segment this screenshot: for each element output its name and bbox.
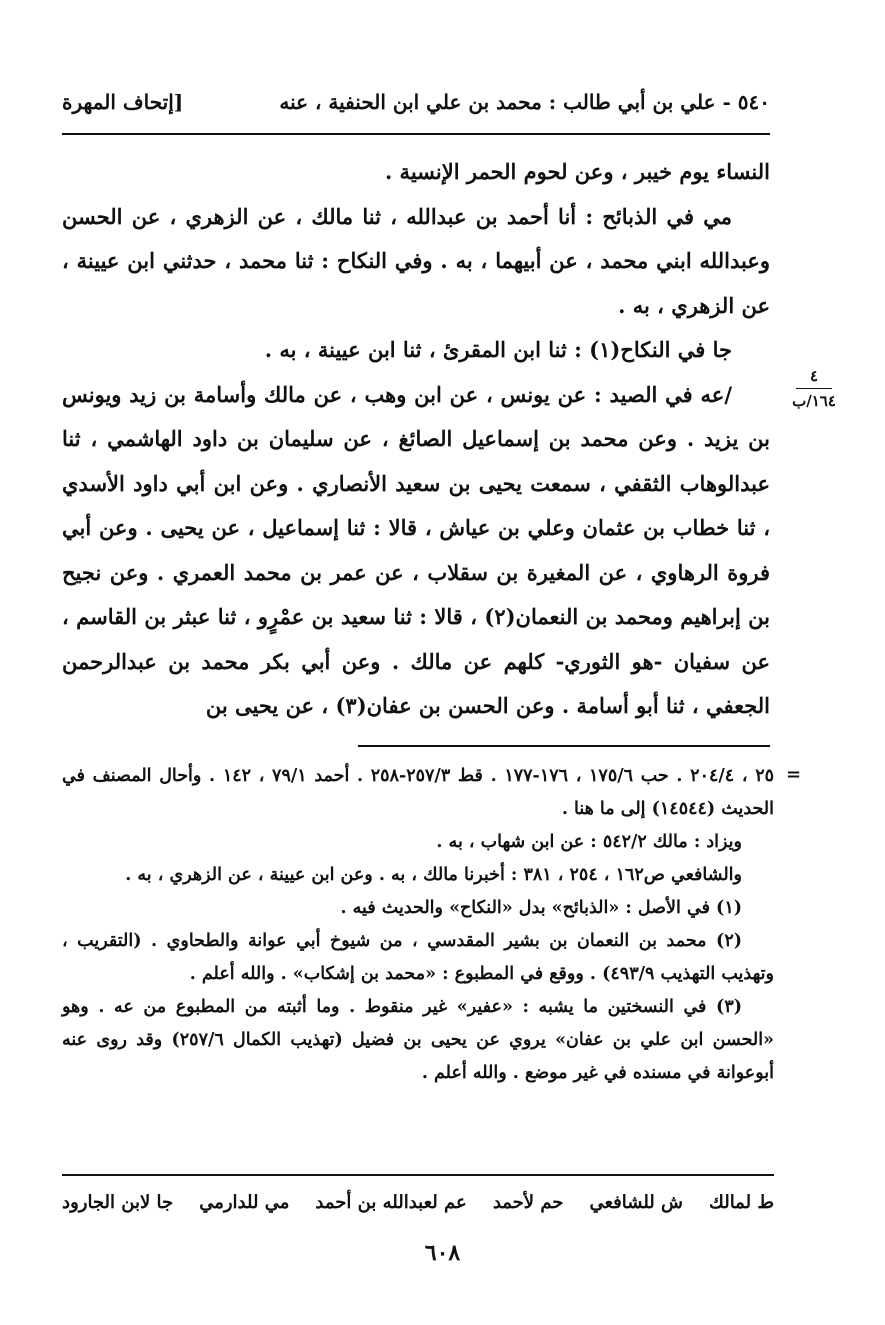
main-paragraph-2: مي في الذبائح : أنا أحمد بن عبدالله ، ثنا مالك ، عن الزهري ، عن الحسن وعبدالله ابني محمد ، عن أبيهما ، به . وفي النكاح : ثنا محمد ، حدثني ابن عيينة ، عن الزهري ، به . [62, 203, 770, 318]
main-text [62, 150, 770, 729]
main-paragraph-4: /عه في الصيد : عن يونس ، عن ابن وهب ، عن مالك وأسامة بن زيد ويونس بن يزيد . وعن محمد بن إسماعيل الصائغ ، عن سليمان بن داود الهاشمي ، ثنا عبدالوهاب الثقفي ، سمعت يحيى بن سعيد الأنصاري . وعن ابن أبي داود الأسدي ، ثنا خطاب بن عثمان وعلي بن عياش ، قالا : ثنا إسماعيل ، عن يحيى . وعن أبي فروة الرهاوي ، عن المغيرة بن سقلاب ، عن عمر بن محمد العمري . وعن نجيح بن إبراهيم ومحمد بن النعمان(٢) ، قالا : ثنا سعيد بن عمْرٍو ، ثنا عبثر بن القاسم ، عن سفيان -هو الثوري- كلهم عن مالك . وعن أبي بكر محمد بن عبدالرحمن الجعفي ، ثنا أبو أسامة . وعن الحسن بن عفان(٣) ، عن يحيى بن [62, 381, 770, 718]
abbreviations-divider [62, 1174, 774, 1176]
footnote-divider [358, 745, 770, 747]
abbreviation-item: حم لأحمد [492, 1191, 564, 1213]
abbreviation-item: جا لابن الجارود [62, 1191, 174, 1213]
folio-divider [796, 388, 832, 389]
header-divider [62, 133, 770, 135]
footnotes [62, 760, 774, 1090]
footnote-continued: ٢٥ ، ٢٠٤/٤ . حب ١٧٥/٦ ، ١٧٦-١٧٧ . قط ٢٥٧/٣-٢٥٨ . أحمد ٧٩/١ ، ١٤٢ . وأحال المصنف في الحديث (١٤٥٤٤) إلى ما هنا . [62, 766, 774, 819]
footnote-2: (٢) محمد بن النعمان بن بشير المقدسي ، من شيوخ أبي عوانة والطحاوي . (التقريب ، وتهذيب التهذيب ٤٩٣/٩) . ووقع في المطبوع : «محمد بن إشكاب» . والله أعلم . [62, 931, 774, 984]
folio-top: ٤ [809, 367, 819, 385]
page-header [62, 84, 770, 120]
book-title: [إتحاف المهرة [62, 90, 184, 114]
abbreviation-key [62, 1182, 774, 1222]
folio-bottom: ١٦٤/ب [792, 392, 836, 410]
running-title: ٥٤٠ - علي بن أبي طالب : محمد بن علي ابن الحنفية ، عنه [279, 90, 770, 114]
main-paragraph-3: جا في النكاح(١) : ثنا ابن المقرئ ، ثنا ابن عيينة ، به . [264, 337, 732, 362]
continuation-mark: = [786, 764, 802, 785]
abbreviation-item: ش للشافعي [589, 1191, 683, 1213]
abbreviation-item: عم لعبدالله بن أحمد [315, 1191, 467, 1213]
footnote-3: (٣) في النسختين ما يشبه : «عفير» غير منقوط . وما أثبته من المطبوع من عه . وهو «الحسن ابن علي بن عفان» يروي عن يحيى بن فضيل (تهذيب الكمال ٢٥٧/٦) وقد روى عنه أبوعوانة في مسنده في غير موضع . والله أعلم . [62, 997, 774, 1083]
footnote-additional-1: ويزاد : مالك ٥٤٢/٢ : عن ابن شهاب ، به . [436, 832, 742, 852]
page-number: ٦٠٨ [424, 1240, 461, 1266]
abbreviation-item: مي للدارمي [199, 1191, 290, 1213]
footnote-additional-2: والشافعي ص١٦٢ ، ٢٥٤ ، ٣٨١ : أخبرنا مالك ، به . وعن ابن عيينة ، عن الزهري ، به . [125, 865, 742, 885]
manuscript-folio-note [788, 366, 840, 411]
abbreviation-item: ط لمالك [709, 1191, 774, 1213]
footnote-1: (١) في الأصل : «الذبائح» بدل «النكاح» والحديث فيه . [340, 898, 742, 918]
main-paragraph-1: النساء يوم خيبر ، وعن لحوم الحمر الإنسية . [384, 159, 770, 184]
